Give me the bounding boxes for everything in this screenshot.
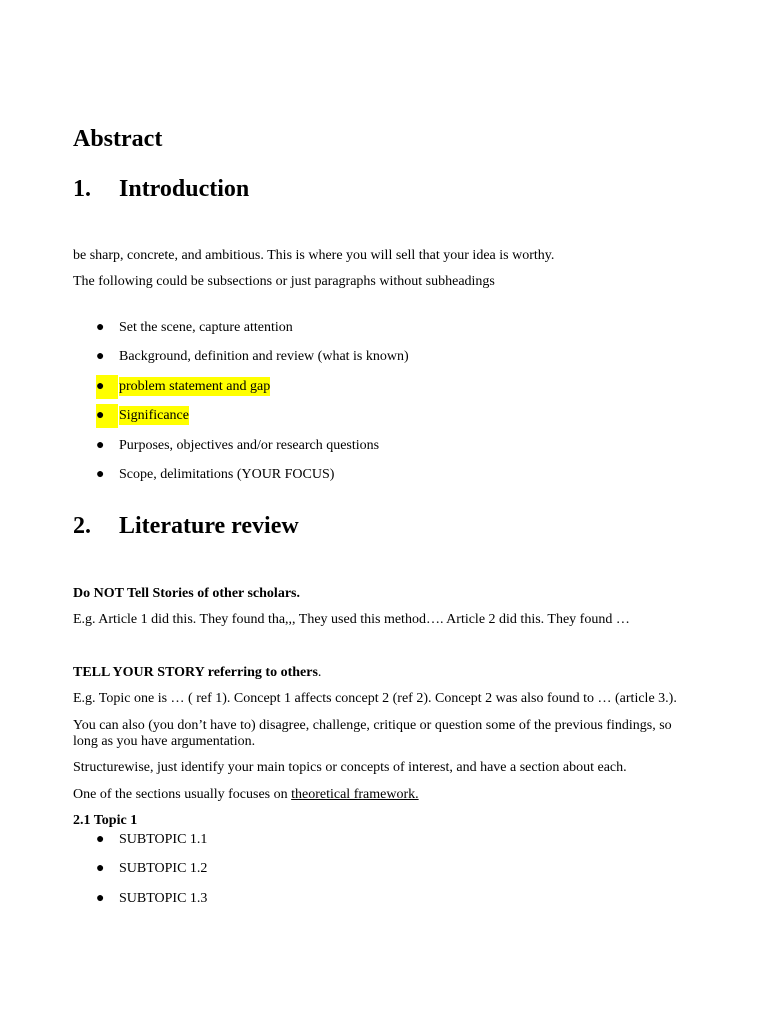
- bullet-icon: ●: [96, 375, 118, 399]
- bullet-icon: ●: [96, 438, 105, 453]
- tell-your-story-example: E.g. Topic one is … ( ref 1). Concept 1 affects concept 2 (ref 2). Concept 2 was also found to … (article 3.).: [73, 691, 677, 706]
- bullet-icon: ●: [96, 404, 118, 428]
- bullet-text: Significance: [119, 408, 189, 423]
- section-title: Literature review: [119, 513, 299, 539]
- subtopic-text: SUBTOPIC 1.2: [119, 861, 208, 876]
- structure-paragraph: Structurewise, just identify your main topics or concepts of interest, and have a section about each.: [73, 760, 627, 775]
- dont-tell-example: E.g. Article 1 did this. They found tha,,, They used this method…. Article 2 did this. They found …: [73, 612, 630, 627]
- bullet-icon: ●: [96, 349, 105, 364]
- dont-tell-stories-heading: Do NOT Tell Stories of other scholars.: [73, 586, 300, 601]
- section-number: 2.: [73, 513, 91, 539]
- bullet-text: Scope, delimitations (YOUR FOCUS): [119, 467, 335, 482]
- bullet-icon: ●: [96, 320, 105, 335]
- sections-para-prefix: One of the sections usually focuses on: [73, 787, 292, 802]
- theoretical-framework-paragraph: [73, 787, 419, 803]
- tell-your-story-tail: .: [317, 665, 322, 680]
- bullet-icon: ●: [96, 891, 105, 906]
- intro-paragraph: be sharp, concrete, and ambitious. This is where you will sell that your idea is worthy.: [73, 248, 555, 263]
- subtopic-text: SUBTOPIC 1.3: [119, 891, 208, 906]
- intro-subsections-note: The following could be subsections or just paragraphs without subheadings: [73, 274, 495, 289]
- topic-1-heading: 2.1 Topic 1: [73, 813, 138, 828]
- bullet-icon: ●: [96, 861, 105, 876]
- tell-your-story-heading: [73, 665, 321, 681]
- theoretical-framework-link: theoretical framework.: [291, 787, 419, 802]
- bullet-icon: ●: [96, 832, 105, 847]
- bullet-text: Background, definition and review (what is known): [119, 349, 409, 364]
- abstract-heading: Abstract: [73, 126, 163, 152]
- subtopic-text: SUBTOPIC 1.1: [119, 832, 208, 847]
- bullet-icon: ●: [96, 467, 105, 482]
- bullet-text: Purposes, objectives and/or research questions: [119, 438, 380, 453]
- bullet-text: Set the scene, capture attention: [119, 320, 293, 335]
- argumentation-paragraph: You can also (you don’t have to) disagree, challenge, critique or question some of the previous findings, so long as you have argumentation.: [73, 718, 672, 749]
- section-title: Introduction: [119, 176, 250, 202]
- tell-your-story-bold: TELL YOUR STORY referring to others: [73, 665, 318, 680]
- bullet-text: problem statement and gap: [119, 379, 271, 394]
- section-number: 1.: [73, 176, 91, 202]
